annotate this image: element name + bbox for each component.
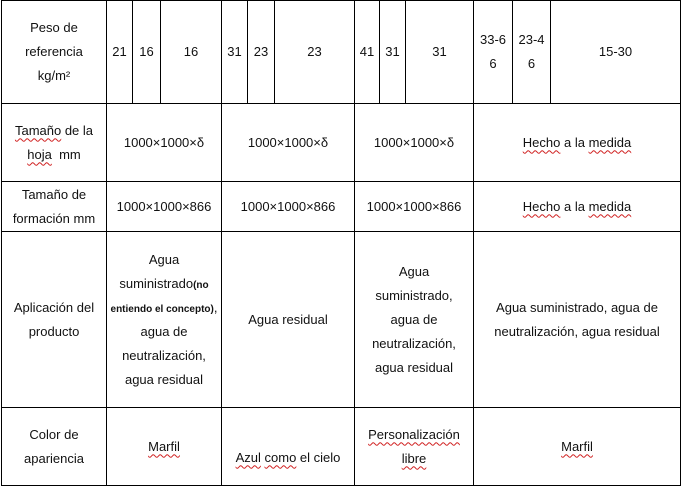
custom-word: Hecho [522, 134, 561, 150]
color-text: como [264, 449, 297, 465]
weight-cell: 21 [107, 1, 133, 104]
label-word: Tamaño [14, 122, 62, 138]
sheet-size-cell: 1000×1000×δ [222, 104, 355, 182]
forming-size-cell: 1000×1000×866 [107, 182, 222, 232]
forming-size-custom-cell [474, 182, 681, 232]
color-group4-cell [474, 408, 681, 486]
label-word: hoja [27, 146, 52, 162]
weight-cell: 33-6 6 [474, 1, 513, 104]
weight-cell: 31 [222, 1, 248, 104]
sheet-size-cell: 1000×1000×δ [107, 104, 222, 182]
label-application: Aplicación del producto [2, 232, 107, 408]
weight-cell: 16 [133, 1, 161, 104]
application-group2-cell: Agua residual [222, 232, 355, 408]
weight-cell: 15-30 [551, 1, 681, 104]
weight-cell: 23 [248, 1, 275, 104]
application-group1-cell [107, 232, 222, 408]
sheet-size-cell: 1000×1000×δ [355, 104, 474, 182]
custom-word: Hecho [522, 198, 561, 214]
weight-cell: 31 [380, 1, 406, 104]
application-group4-cell: Agua suministrado, agua de neutralización, agua residual [474, 232, 681, 408]
forming-size-cell: 1000×1000×866 [222, 182, 355, 232]
custom-word: medida [588, 134, 632, 150]
label-word: de la [61, 122, 94, 138]
product-spec-table [1, 0, 681, 486]
application-text: suministrado [119, 275, 194, 291]
row-color [2, 408, 681, 486]
row-forming-size [2, 182, 681, 232]
color-text: libre [401, 450, 427, 466]
application-text: , agua de neutralización, agua residual [122, 299, 218, 387]
weight-cell: 41 [355, 1, 380, 104]
color-text: Marfil [148, 438, 180, 454]
color-text: Personalización [368, 426, 460, 442]
application-note: (no entiendo el concepto) [110, 279, 214, 315]
row-sheet-size [2, 104, 681, 182]
label-sheet-size [2, 104, 107, 182]
label-word: mm [51, 146, 81, 162]
custom-word: a la [560, 134, 589, 150]
color-text: el cielo [296, 449, 341, 465]
row-application [2, 232, 681, 408]
weight-cell: 16 [161, 1, 222, 104]
sheet-size-custom-cell [474, 104, 681, 182]
label-color: Color de apariencia [2, 408, 107, 486]
label-forming-size: Tamaño de formación mm [2, 182, 107, 232]
label-reference-weight: Peso de referencia kg/m² [2, 1, 107, 104]
application-text: Agua [148, 251, 180, 267]
color-group2-cell [222, 408, 355, 486]
color-group3-cell [355, 408, 474, 486]
weight-cell: 31 [406, 1, 474, 104]
row-reference-weight [2, 1, 681, 104]
application-group3-cell: Agua suministrado, agua de neutralización, agua residual [355, 232, 474, 408]
forming-size-cell: 1000×1000×866 [355, 182, 474, 232]
color-text: Azul [235, 449, 261, 465]
custom-word: medida [588, 198, 632, 214]
custom-word: a la [560, 198, 589, 214]
weight-cell: 23 [275, 1, 355, 104]
color-text: Marfil [561, 438, 593, 454]
weight-cell: 23-4 6 [513, 1, 551, 104]
color-group1-cell [107, 408, 222, 486]
